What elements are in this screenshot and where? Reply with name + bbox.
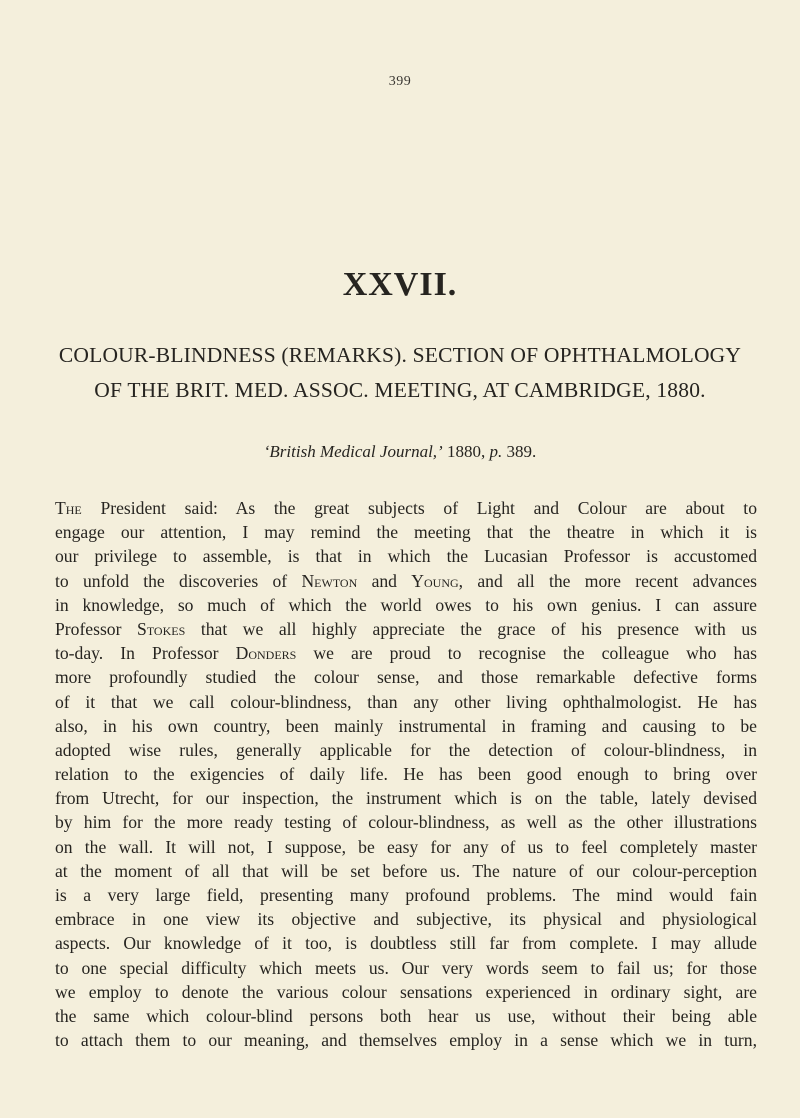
body-line: to unfold the discoveries of Newton and Young, and all the more recent advances — [55, 570, 757, 591]
article-title — [40, 338, 760, 408]
body-line: also, in his own country, been mainly instrumental in framing and causing to be — [55, 715, 757, 736]
title-line-2: OF THE BRIT. MED. ASSOC. MEETING, AT CAMBRIDGE, 1880. — [94, 378, 706, 402]
body-line: to attach them to our meaning, and themselves employ in a sense which we in turn, — [55, 1030, 757, 1051]
body-line: our privilege to assemble, is that in which the Lucasian Professor is accustomed — [55, 546, 757, 567]
title-line-1: COLOUR-BLINDNESS (REMARKS). SECTION OF OPHTHALMOLOGY — [58, 343, 742, 367]
body-line: on the wall. It will not, I suppose, be easy for any of us to feel completely master — [55, 836, 757, 857]
chapter-number: XXVII. — [342, 266, 458, 303]
body-line: embrace in one view its objective and subjective, its physical and physiological — [55, 909, 757, 930]
body-line: aspects. Our knowledge of it too, is doubtless still far from complete. I may allude — [55, 933, 757, 954]
body-line: the same which colour-blind persons both hear us use, without their being able — [55, 1005, 757, 1026]
body-line: of it that we call colour-blindness, than any other living ophthalmologist. He has — [55, 691, 757, 712]
citation — [0, 442, 800, 462]
name-small-caps: Newton — [301, 570, 358, 591]
body-line: at the moment of all that will be set before us. The nature of our colour-perception — [55, 860, 757, 881]
citation-page: 389. — [506, 442, 537, 461]
body-line: Professor Stokes that we all highly appreciate the grace of his presence with us — [55, 618, 757, 639]
body-line: is a very large field, presenting many profound problems. The mind would fain — [55, 885, 757, 905]
citation-page-label: p. — [489, 442, 503, 461]
citation-year: 1880, — [446, 442, 486, 461]
body-line: adopted wise rules, generally applicable for the detection of colour-blindness, in — [55, 739, 757, 760]
opening-word: The — [55, 498, 82, 518]
body-line: relation to the exigencies of daily life. He has been good enough to bring over — [55, 764, 757, 785]
body-line: engage our attention, I may remind the meeting that the theatre in which it is — [55, 522, 757, 543]
body-line: we employ to denote the various colour sensations experienced in ordinary sight, are — [55, 981, 757, 1002]
page-number: 399 — [388, 74, 412, 89]
body-line: to-day. In Professor Donders we are proud to recognise the colleague who has — [55, 643, 757, 664]
body-line: in knowledge, so much of which the world owes to his own genius. I can assure — [55, 594, 757, 615]
body-line: to one special difficulty which meets us. Our very words seem to fail us; for those — [55, 957, 757, 978]
body-paragraph — [55, 496, 757, 1052]
name-small-caps: Donders — [235, 643, 297, 664]
body-line: The President said: As the great subjects of Light and Colour are about to — [55, 498, 757, 518]
body-line: more profoundly studied the colour sense, and those remarkable defective forms — [55, 667, 757, 688]
body-line: from Utrecht, for our inspection, the instrument which is on the table, lately devised — [55, 788, 757, 809]
name-small-caps: Young — [411, 570, 459, 591]
body-line: by him for the more ready testing of colour-blindness, as well as the other illustrations — [55, 812, 757, 833]
citation-journal: ‘British Medical Journal,’ — [263, 442, 443, 461]
name-small-caps: Stokes — [137, 618, 186, 639]
